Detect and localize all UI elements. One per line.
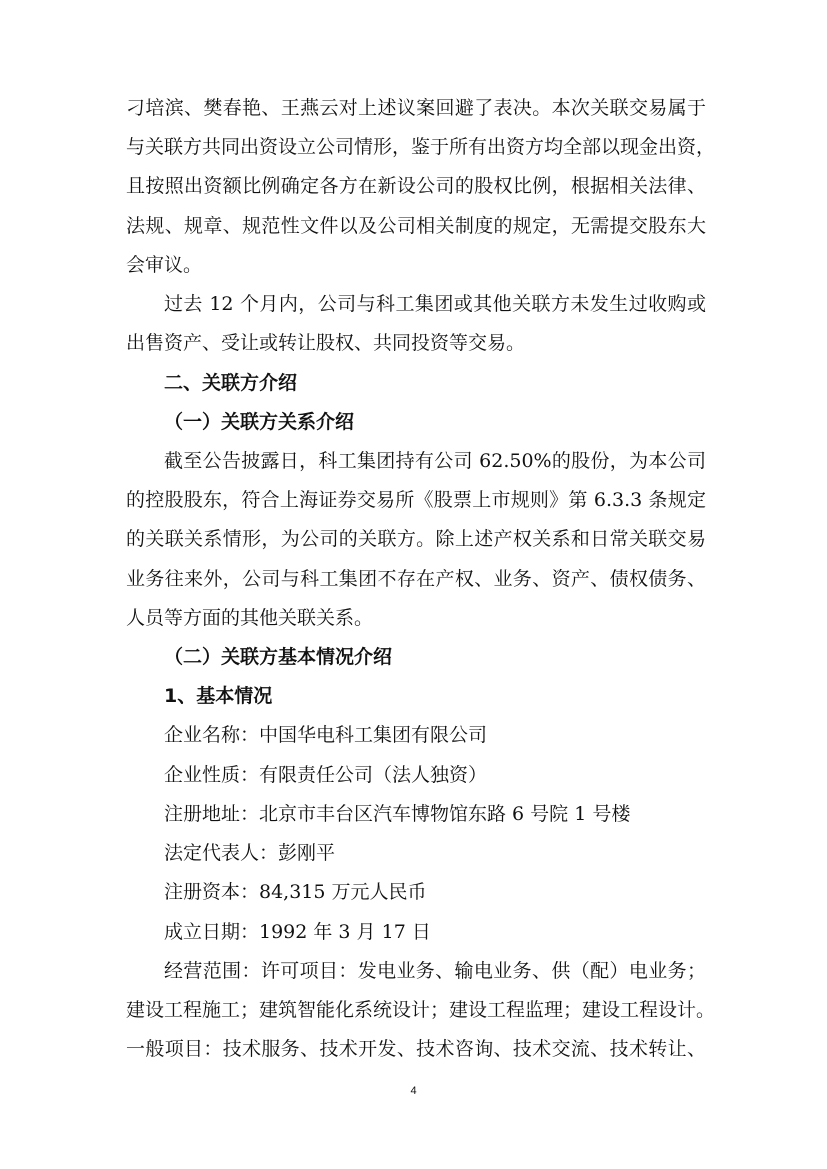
- company-type: 企业性质：有限责任公司（法人独资）: [164, 764, 488, 786]
- paragraph-line: 出售资产、受让或转让股权、共同投资等交易。: [126, 332, 526, 354]
- establishment-date: 成立日期：1992 年 3 月 17 日: [164, 921, 431, 943]
- registered-capital: 注册资本：84,315 万元人民币: [164, 881, 427, 903]
- paragraph-line: 的关联关系情形，为公司的关联方。除上述产权关系和日常关联交易: [126, 528, 706, 550]
- section-heading: 二、关联方介绍: [164, 372, 298, 394]
- item-heading: 1、基本情况: [164, 685, 273, 707]
- paragraph-line: 且按照出资额比例确定各方在新设公司的股权比例，根据相关法律、: [126, 175, 706, 197]
- company-name: 企业名称：中国华电科工集团有限公司: [164, 724, 488, 746]
- paragraph-line: 刁培滨、樊春艳、王燕云对上述议案回避了表决。本次关联交易属于: [126, 97, 706, 119]
- paragraph-line: 与关联方共同出资设立公司情形，鉴于所有出资方均全部以现金出资，: [126, 136, 716, 158]
- business-scope-line: 经营范围：许可项目：发电业务、输电业务、供（配）电业务；: [164, 960, 706, 982]
- paragraph-line: 的控股股东，符合上海证券交易所《股票上市规则》第 6.3.3 条规定: [126, 489, 706, 511]
- paragraph-line: 会审议。: [126, 254, 203, 276]
- paragraph-line: 截至公告披露日，科工集团持有公司 62.50%的股份，为本公司: [164, 450, 706, 472]
- business-scope-line: 建设工程施工；建筑智能化系统设计；建设工程监理；建设工程设计。: [126, 999, 716, 1021]
- subsection-heading: （一）关联方关系介绍: [164, 411, 355, 433]
- business-scope-line: 一般项目：技术服务、技术开发、技术咨询、技术交流、技术转让、: [126, 1038, 706, 1060]
- paragraph-line: 法规、规章、规范性文件以及公司相关制度的规定，无需提交股东大: [126, 215, 706, 237]
- registered-address: 注册地址：北京市丰台区汽车博物馆东路 6 号院 1 号楼: [164, 803, 631, 825]
- page-number: 4: [410, 1085, 417, 1097]
- paragraph-line: 过去 12 个月内，公司与科工集团或其他关联方未发生过收购或: [164, 293, 706, 315]
- paragraph-line: 人员等方面的其他关联关系。: [126, 607, 374, 629]
- paragraph-line: 业务往来外，公司与科工集团不存在产权、业务、资产、债权债务、: [126, 568, 706, 590]
- legal-representative: 法定代表人：彭刚平: [164, 842, 336, 864]
- subsection-heading: （二）关联方基本情况介绍: [164, 646, 393, 668]
